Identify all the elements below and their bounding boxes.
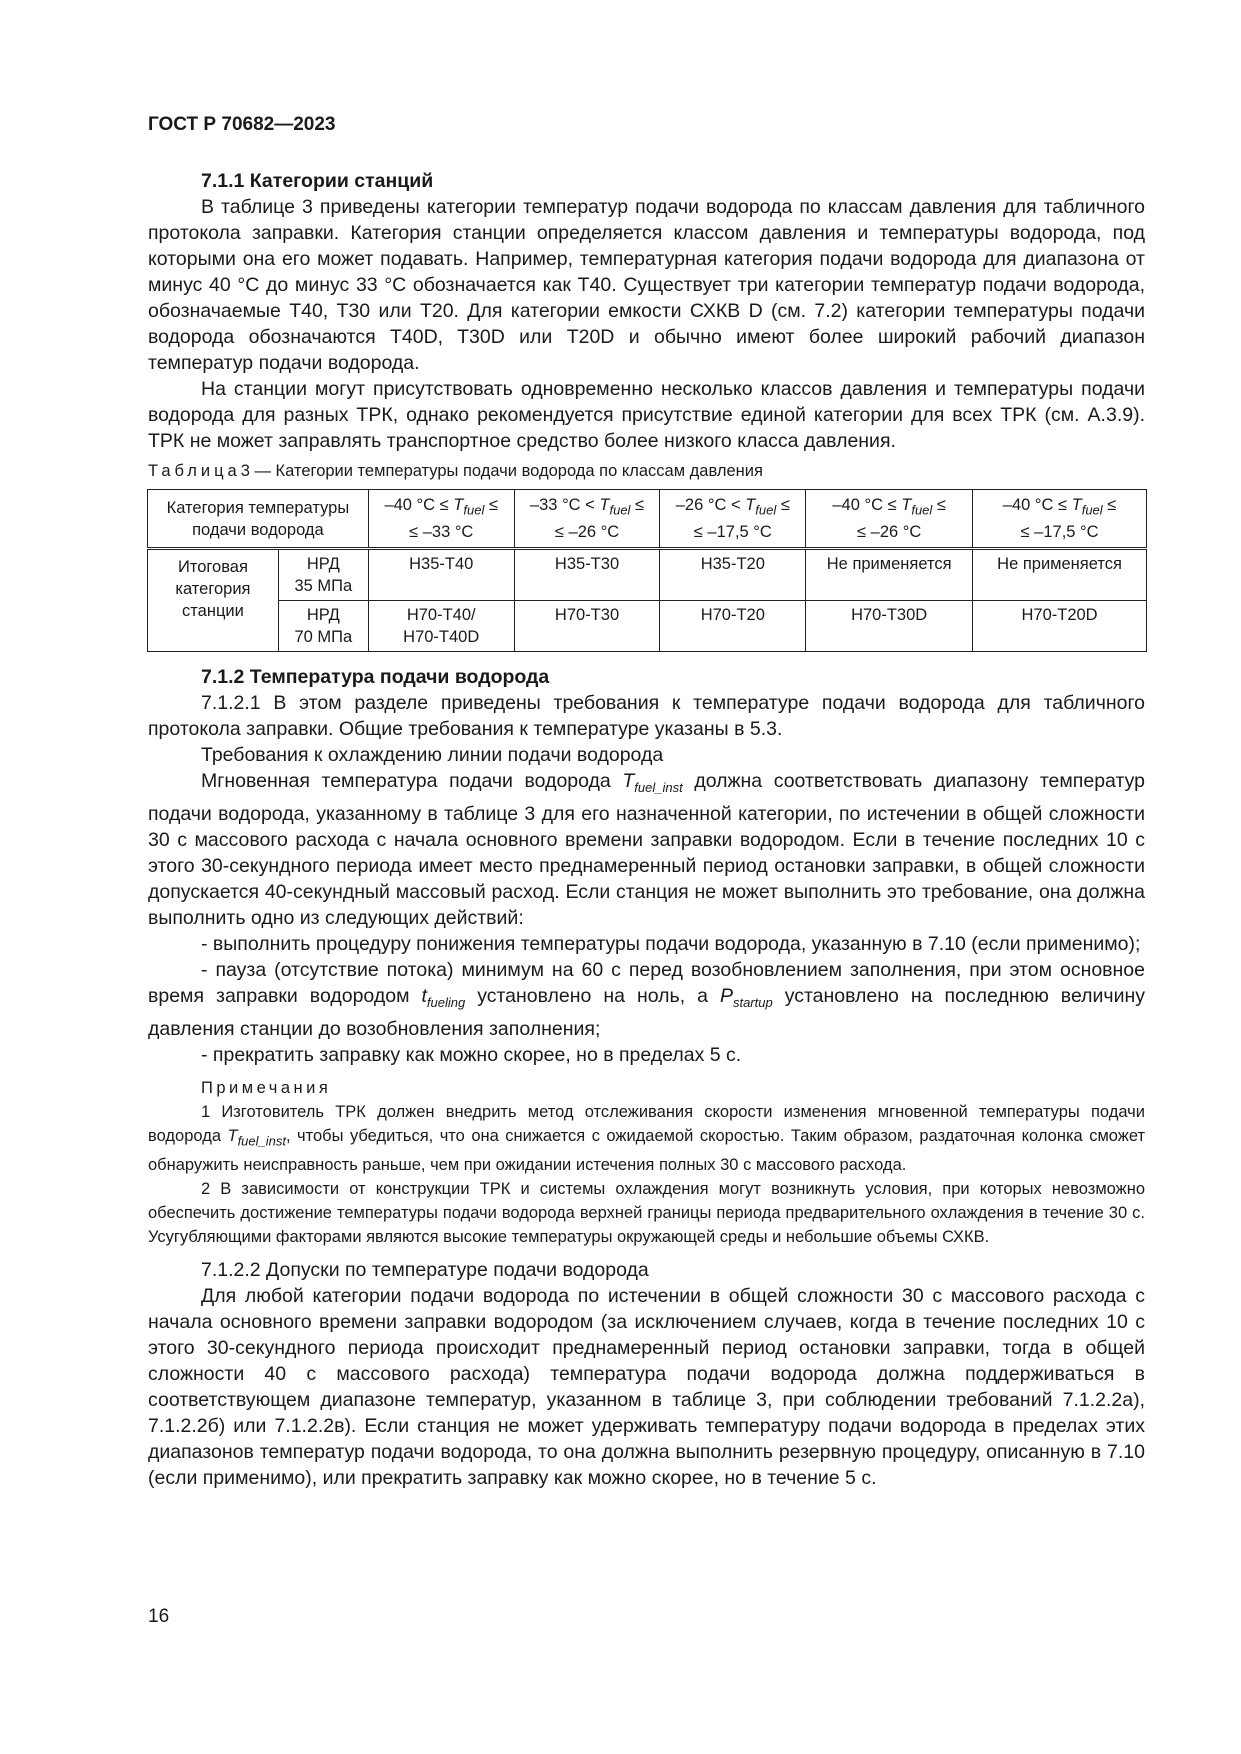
table-row-pressure: НРД 35 МПа (278, 549, 368, 601)
table-header-category: Категория температуры подачи водорода (148, 490, 369, 549)
table-cell: Н70-Т30 (514, 601, 660, 652)
table-cell: Н35-Т40 (368, 549, 514, 601)
standard-designation: ГОСТ Р 70682—2023 (148, 114, 336, 135)
notes-title: Примечания (201, 1079, 332, 1098)
table-cell: Не применяется (806, 549, 973, 601)
action-item-1: - выполнить процедуру понижения температуры подачи водорода, указанную в 7.10 (если применимо); (201, 933, 1141, 956)
table-row (148, 549, 1147, 601)
action-item-3: - прекратить заправку как можно скорее, но в пределах 5 с. (201, 1044, 742, 1067)
section-7-1-2-title: 7.1.2 Температура подачи водорода (201, 666, 550, 689)
table-cell: Не применяется (973, 549, 1147, 601)
table-header-row (148, 490, 1147, 549)
table-header-col-5: –40 $^\circ С \le T_{fuel}$ ≤ ≤ –17,5 °С (973, 490, 1147, 549)
section-7-1-1-paragraph-1: В таблице 3 приведены категории температур подачи водорода по классам давления для табличного протокола заправки. Категория станции определяется классом давления и температуры водорода, под которыми она его может подавать. Например, температурная категория подачи водорода для диапазона от минус 40 °С до минус 33 °С обозначается как Т40. Существует три категории температур подачи водорода, обозначаемые Т40, Т30 или Т20. Для категории емкости СХКВ D (см. 7.2) категории температуры подачи водорода обозначаются T40D, T30D или T20D и обычно имеют более широкий рабочий диапазон температур подачи водорода. (148, 196, 1145, 374)
table-caption-text: — Категории температуры подачи водорода по классам давления (249, 462, 763, 480)
table-cell: Н70-Т20D (973, 601, 1147, 652)
page-content (148, 168, 1145, 1491)
note-2: 2 В зависимости от конструкции ТРК и системы охлаждения могут возникнуть условия, при которых невозможно обеспечить достижение температуры подачи водорода верхней границы периода предварительного охлаждения в течение 30 с. Усугубляющими факторами являются высокие температуры окружающей среды и небольшие объемы СХКВ. (148, 1180, 1145, 1247)
action-item-2: - пауза (отсутствие потока) минимум на 60 с перед возобновлением заполнения, при этом основное время заправки водородом $t_{fueling}$ установлено на ноль, а $P_{startup}$ установлено на последнюю величину давления станции до возобновления заполнения; (148, 959, 1145, 1041)
table-caption-number: 3 (240, 462, 250, 480)
table-3 (147, 489, 1147, 652)
table-cell: Н35-Т30 (514, 549, 660, 601)
section-7-1-2-2-paragraph: Для любой категории подачи водорода по истечении в общей сложности 30 с массового расхода с начала основного времени заправки водородом (за исключением случаев, когда в течение последних 10 с этого 30-секундного периода происходит преднамеренный период остановки заправки, тогда в общей сложности 40 с массового расхода) температура подачи водорода должна поддерживаться в соответствующем диапазоне температур, указанном в таблице 3, при соблюдении требований 7.1.2.2а), 7.1.2.2б) или 7.1.2.2в). Если станция не может удерживать температуру подачи водорода в пределах этих диапазонов температур подачи водорода, то она должна выполнить резервную процедуру, описанную в 7.10 (если применимо), или прекратить заправку как можно скорее, но в течение 5 с. (148, 1285, 1145, 1490)
table-row (148, 601, 1147, 652)
section-7-1-2-1-paragraph: 7.1.2.1 В этом разделе приведены требования к температуре подачи водорода для табличного протокола заправки. Общие требования к температуре указаны в 5.3. (148, 692, 1145, 741)
instant-temperature-paragraph: Мгновенная температура подачи водорода $T_{fuel\_inst}$ должна соответствовать диапазону температур подачи водорода, указанному в таблице 3 для его назначенной категории, по истечении в общей сложности 30 с массового расхода с начала основного времени заправки водородом. Если в течение последних 10 с этого 30-секундного периода имеет место преднамеренный период остановки заправки, в общей сложности допускается 40-секундный массовый расход. Если станция не может выполнить это требование, она должна выполнить одно из следующих действий: (148, 770, 1145, 930)
table-cell: Н70-Т30D (806, 601, 973, 652)
table-caption-label: Таблица (148, 462, 241, 480)
cooling-requirements-heading: Требования к охлаждению линии подачи водорода (201, 744, 664, 767)
table-cell: Н70-Т40/ Н70-Т40D (368, 601, 514, 652)
page-number: 16 (148, 1606, 170, 1627)
table-header-col-3: –26 $^\circ С < T_{fuel}$ ≤ ≤ –17,5 °С (660, 490, 806, 549)
table-row-group-label: Итоговая категория станции (148, 549, 279, 652)
note-1: 1 Изготовитель ТРК должен внедрить метод отслеживания скорости изменения мгновенной температуры подачи водорода $T_{fuel\_inst}$, чтобы убедиться, что она снижается с ожидаемой скоростью. Таким образом, раздаточная колонка сможет обнаружить неисправность раньше, чем при ожидании истечения полных 30 с массового расхода. (148, 1103, 1145, 1175)
section-7-1-2-2-title: 7.1.2.2 Допуски по температуре подачи водорода (201, 1259, 649, 1282)
notes-block (148, 1076, 1145, 1249)
table-header-col-2: –33 $^\circ С < T_{fuel}$ ≤ ≤ –26 °С (514, 490, 660, 549)
table-row-pressure: НРД 70 МПа (278, 601, 368, 652)
table-cell: Н70-Т20 (660, 601, 806, 652)
table-header-col-4: –40 $^\circ С \le T_{fuel}$ ≤ ≤ –26 °С (806, 490, 973, 549)
section-7-1-1-paragraph-2: На станции могут присутствовать одновременно несколько классов давления и температуры подачи водорода для разных ТРК, однако рекомендуется присутствие единой категории для всех ТРК (см. А.3.9). ТРК не может заправлять транспортное средство более низкого класса давления. (148, 378, 1145, 452)
section-7-1-1-title: 7.1.1 Категории станций (201, 170, 434, 192)
table-header-col-1: –40 $^\circ С \le T_{fuel}$ ≤ ≤ –33 °С (368, 490, 514, 549)
table-cell: Н35-Т20 (660, 549, 806, 601)
table-3-caption (148, 460, 1145, 482)
